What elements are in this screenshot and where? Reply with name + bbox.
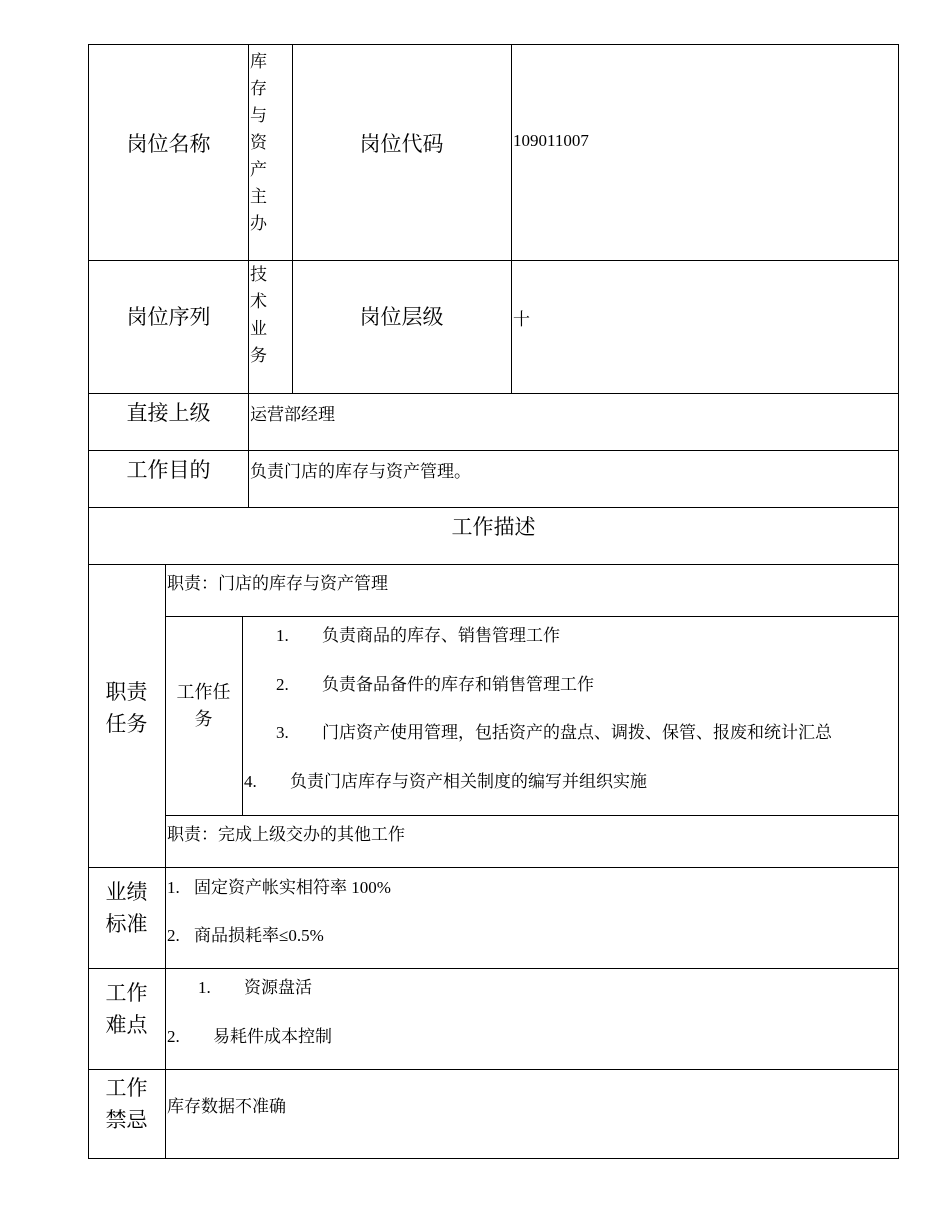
- tasks-label-line: 务: [194, 709, 213, 729]
- difficulty-item: [167, 1022, 332, 1047]
- post-name-char: 办: [250, 214, 267, 233]
- post-series-char: 务: [250, 346, 267, 365]
- performance-item: [167, 921, 324, 946]
- task-number: 3.: [276, 723, 289, 742]
- superior-value-text: 运营部经理: [250, 405, 335, 424]
- performance-text: 商品损耗率≤0.5%: [194, 926, 324, 945]
- row-line: [88, 968, 899, 969]
- task-item: [276, 621, 560, 646]
- task-number: 4.: [244, 772, 257, 791]
- post-code-value-text: 109011007: [513, 131, 589, 150]
- task-item: [244, 767, 647, 792]
- superior-value: [250, 400, 335, 425]
- task-item: [276, 718, 832, 743]
- post-name-char: 存: [250, 79, 267, 98]
- duties-label: [88, 676, 165, 740]
- task-text: 负责备品备件的库存和销售管理工作: [322, 675, 594, 694]
- post-name-char: 主: [250, 187, 267, 206]
- difficulties-label-line: 工作: [105, 981, 148, 1005]
- taboos-label-line: 工作: [105, 1076, 148, 1100]
- post-name-char: 资: [250, 133, 267, 152]
- post-level-value: [513, 305, 530, 330]
- tasks-label: [165, 679, 242, 733]
- duty-1-title-text: 职责：门店的库存与资产管理: [167, 574, 388, 593]
- post-series-label-text: 岗位序列: [126, 305, 211, 329]
- row-line: [88, 867, 899, 868]
- purpose-label: [88, 454, 249, 484]
- row-line: [88, 564, 899, 565]
- duty-1-title: [167, 569, 388, 594]
- taboos-label: [88, 1072, 165, 1136]
- task-text: 负责门店库存与资产相关制度的编写并组织实施: [290, 772, 647, 791]
- post-name-label-text: 岗位名称: [126, 131, 211, 156]
- difficulty-number: 1.: [198, 978, 211, 997]
- row-line: [88, 1069, 899, 1070]
- col-line: [165, 564, 166, 1159]
- performance-label-line: 标准: [105, 912, 148, 936]
- post-series-value: [250, 261, 290, 369]
- performance-text: 固定资产帐实相符率 100%: [194, 878, 391, 897]
- taboos-label-line: 禁忌: [105, 1108, 148, 1132]
- duty-2-title-text: 职责：完成上级交办的其他工作: [167, 825, 405, 844]
- post-code-value: [513, 131, 589, 151]
- post-level-label: [292, 260, 511, 372]
- row-line: [165, 616, 899, 617]
- performance-number: 1.: [167, 878, 180, 897]
- task-number: 1.: [276, 626, 289, 645]
- difficulties-label-line: 难点: [105, 1013, 148, 1037]
- row-line: [88, 507, 899, 508]
- post-series-char: 业: [250, 319, 267, 338]
- post-series-char: 术: [250, 292, 267, 311]
- superior-label: [88, 397, 249, 427]
- table-border-right: [898, 44, 899, 1159]
- performance-label-line: 业绩: [105, 880, 148, 904]
- purpose-value-text: 负责门店的库存与资产管理。: [250, 462, 471, 481]
- post-code-label-text: 岗位代码: [359, 131, 444, 156]
- row-line: [165, 815, 899, 816]
- taboos-value: [167, 1092, 286, 1117]
- difficulty-number: 2.: [167, 1027, 180, 1046]
- description-title: [88, 511, 899, 541]
- tasks-label-line: 工作任: [176, 682, 231, 702]
- duty-2-title: [167, 820, 405, 845]
- post-name-char: 库: [250, 52, 267, 71]
- post-series-char: 技: [250, 265, 267, 284]
- difficulties-label: [88, 977, 165, 1041]
- taboos-value-text: 库存数据不准确: [167, 1097, 286, 1116]
- post-level-label-text: 岗位层级: [359, 305, 444, 329]
- performance-label: [88, 876, 165, 940]
- task-text: 负责商品的库存、销售管理工作: [322, 626, 560, 645]
- difficulty-text: 资源盘活: [244, 978, 312, 997]
- post-name-label: [88, 44, 249, 241]
- row-line: [88, 450, 899, 451]
- post-name-char: 产: [250, 160, 267, 179]
- performance-number: 2.: [167, 926, 180, 945]
- purpose-label-text: 工作目的: [126, 458, 211, 482]
- post-series-label: [88, 260, 249, 372]
- difficulty-text: 易耗件成本控制: [213, 1027, 332, 1046]
- post-code-label: [292, 44, 511, 241]
- task-number: 2.: [276, 675, 289, 694]
- col-line: [242, 616, 243, 815]
- duties-label-line: 任务: [105, 712, 148, 736]
- task-item: [276, 670, 594, 695]
- superior-label-text: 直接上级: [126, 401, 211, 425]
- table-border-bottom: [88, 1158, 899, 1159]
- post-name-char: 与: [250, 106, 267, 125]
- description-title-text: 工作描述: [451, 515, 536, 539]
- task-text: 门店资产使用管理，包括资产的盘点、调拨、保管、报废和统计汇总: [322, 723, 832, 742]
- performance-item: [167, 873, 391, 898]
- row-line: [88, 393, 899, 394]
- difficulty-item: [198, 973, 312, 998]
- post-name-value: [250, 48, 290, 237]
- post-level-value-text: 十: [513, 310, 530, 329]
- col-line: [511, 44, 512, 393]
- duties-label-line: 职责: [105, 680, 148, 704]
- purpose-value: [250, 457, 471, 482]
